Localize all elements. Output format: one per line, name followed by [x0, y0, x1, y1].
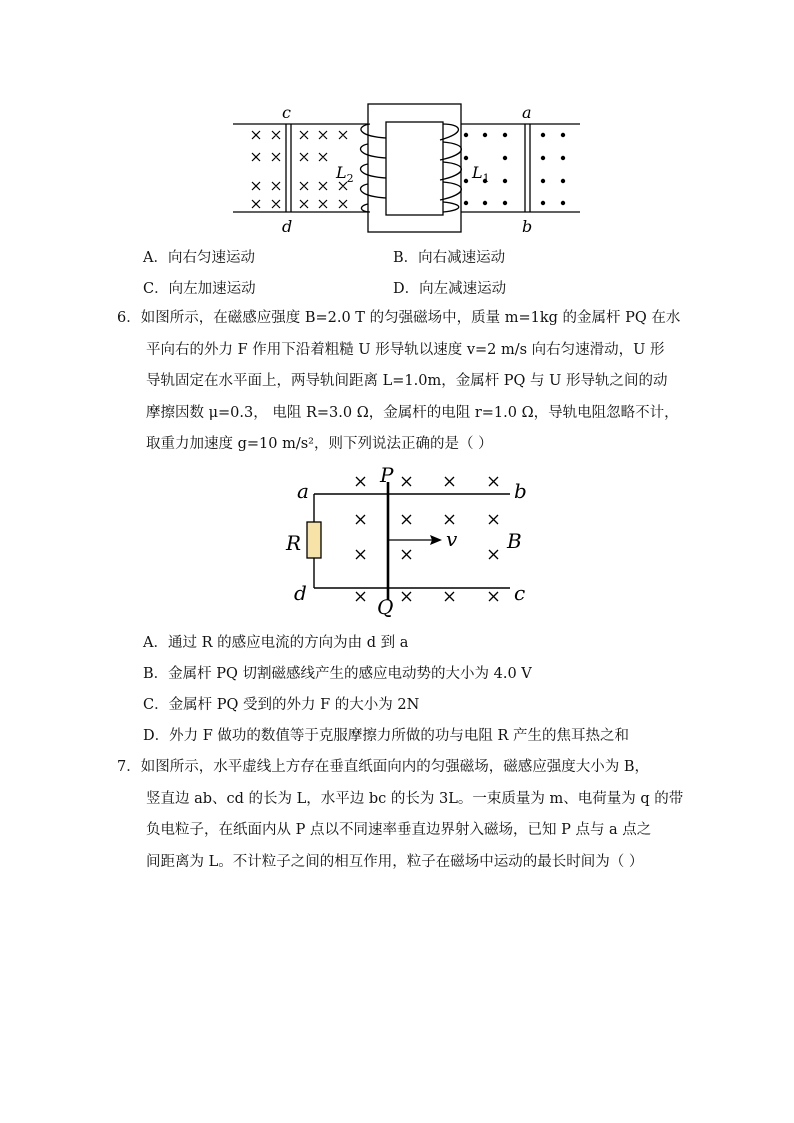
q6-line: 摩擦因数 μ=0.3， 电阻 R=3.0 Ω，金属杆的电阻 r=1.0 Ω，导轨电阻忽略不计， — [146, 404, 679, 421]
label-L1: L — [472, 163, 483, 182]
label-Q: Q — [377, 595, 394, 619]
q6-line: 6．如图所示，在磁感应强度 B=2.0 T 的匀强磁场中，质量 m=1kg 的金属杆 PQ 在水 — [117, 310, 681, 326]
q6-option-a[interactable]: A．通过 R 的感应电流的方向为由 d 到 a — [143, 635, 409, 651]
label-b: b — [514, 479, 527, 503]
svg-text:L2 — [335, 163, 354, 185]
label-L2: L — [336, 163, 347, 182]
q5-option-c[interactable]: C．向左加速运动 — [143, 281, 256, 297]
label-d: d — [294, 581, 307, 605]
q6-option-d[interactable]: D．外力 F 做功的数值等于克服摩擦力所做的功与电阻 R 产生的焦耳热之和 — [143, 728, 630, 744]
label-a: a — [522, 103, 532, 122]
q6-line: 平向右的外力 F 作用下沿着粗糙 U 形导轨以速度 v=2 m/s 向右匀速滑动，U 形 — [146, 341, 665, 358]
q5-option-b[interactable]: B．向右减速运动 — [393, 250, 506, 266]
label-d: d — [282, 217, 293, 236]
label-L2-sub: 2 — [346, 172, 354, 185]
q7-stem — [117, 752, 683, 878]
label-R: R — [286, 531, 302, 555]
q6-line: 取重力加速度 g=10 m/s²，则下列说法正确的是（ ） — [146, 436, 493, 452]
q6-line: 导轨固定在水平面上，两导轨间距离 L=1.0m，金属杆 PQ 与 U 形导轨之间的动 — [146, 373, 668, 389]
q7-line: 间距离为 L。不计粒子之间的相互作用，粒子在磁场中运动的最长时间为（ ） — [146, 853, 644, 870]
label-c: c — [282, 103, 291, 122]
label-B: B — [507, 529, 522, 553]
q5-option-a[interactable]: A．向右匀速运动 — [143, 250, 255, 266]
resistor-R — [307, 522, 321, 558]
label-a: a — [297, 479, 309, 503]
label-P: P — [380, 463, 394, 487]
field-into-page-marks — [252, 131, 347, 208]
q7-line: 负电粒子，在纸面内从 P 点以不同速率垂直边界射入磁场，已知 P 点与 a 点之 — [146, 822, 652, 838]
label-c: c — [514, 581, 526, 605]
q5-option-d[interactable]: D．向左减速运动 — [393, 281, 507, 297]
label-b: b — [522, 217, 533, 236]
q6-stem — [117, 303, 680, 461]
svg-text:L1 — [471, 163, 490, 185]
transformer-rails-figure — [228, 100, 588, 240]
q6-option-b[interactable]: B．金属杆 PQ 切割磁感线产生的感应电动势的大小为 4.0 V — [143, 666, 532, 682]
label-v: v — [446, 527, 458, 551]
u-rail-rod-figure — [280, 462, 540, 622]
q7-line: 7．如图所示，水平虚线上方存在垂直纸面向内的匀强磁场，磁感应强度大小为 B， — [117, 759, 649, 775]
q6-option-c[interactable]: C．金属杆 PQ 受到的外力 F 的大小为 2N — [143, 697, 420, 713]
q7-line: 竖直边 ab、cd 的长为 L，水平边 bc 的长为 3L。一束质量为 m、电荷量为 q 的带 — [146, 790, 684, 807]
field-into-page-marks — [356, 477, 498, 601]
label-L1-sub: 1 — [482, 172, 490, 185]
